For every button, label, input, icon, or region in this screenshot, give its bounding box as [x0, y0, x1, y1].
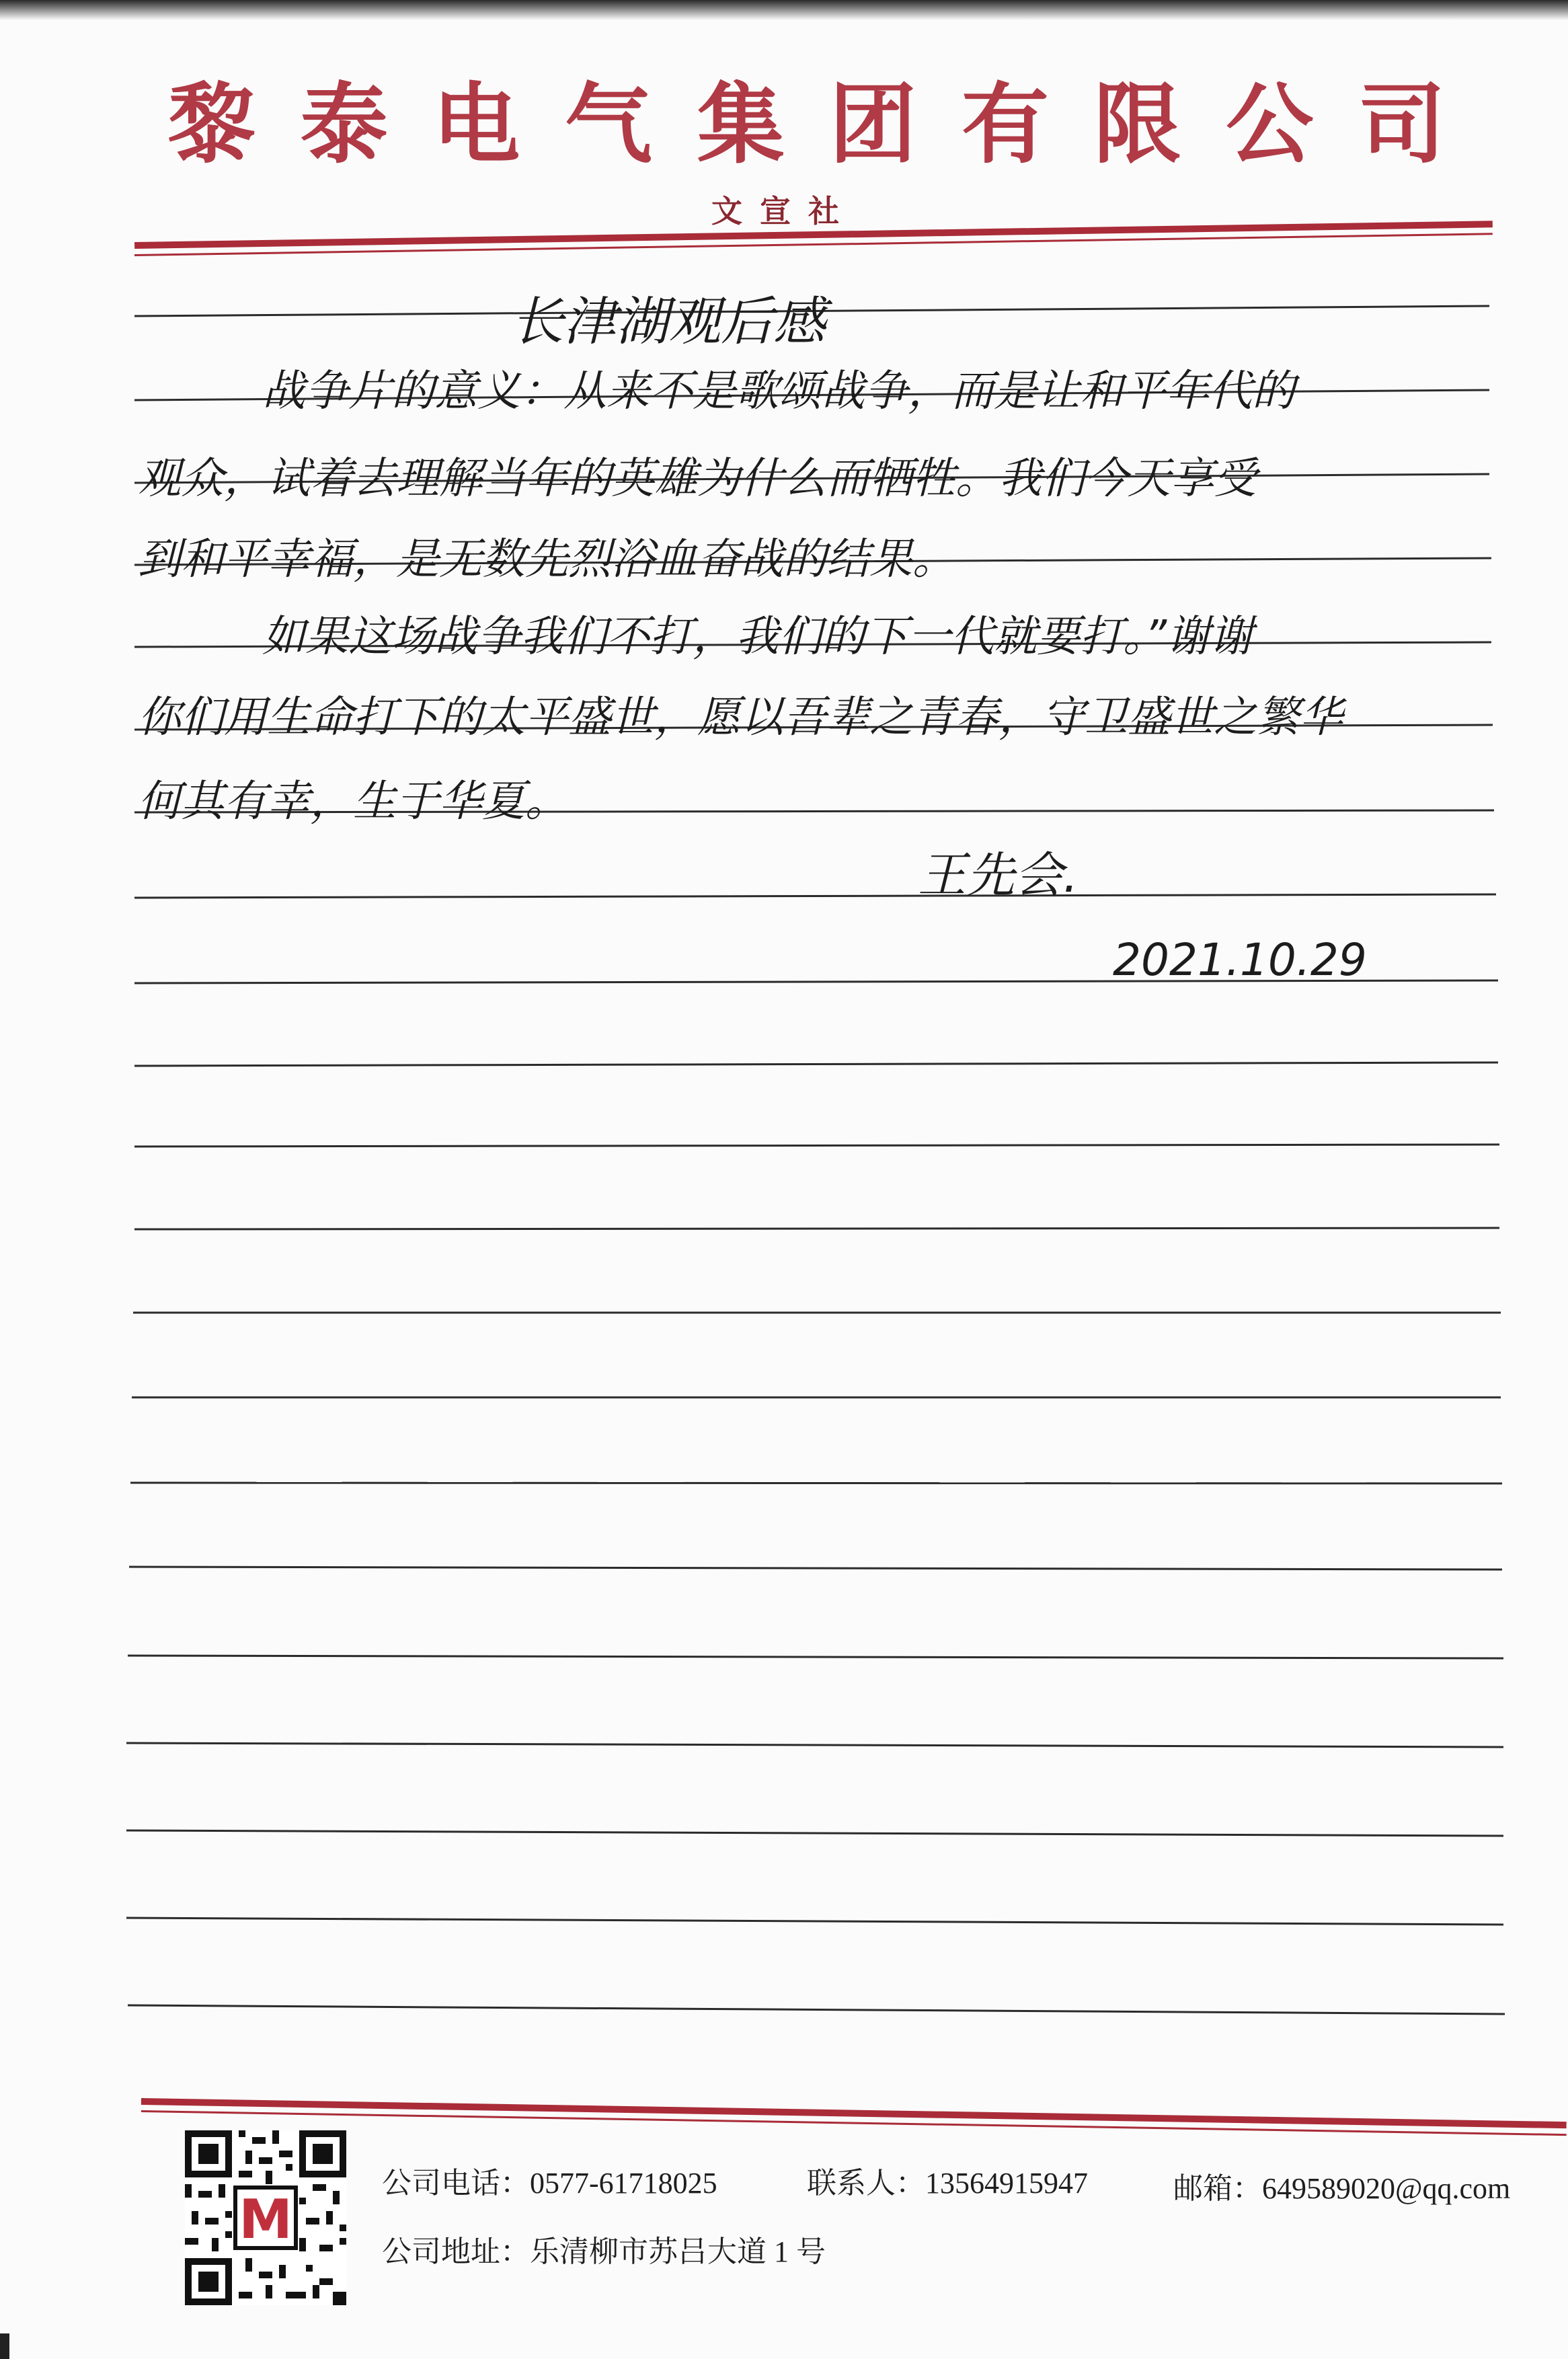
company-char: 电 — [432, 73, 520, 176]
qr-code-icon — [185, 2130, 346, 2305]
company-char: 泰 — [300, 73, 388, 176]
company-char: 集 — [697, 73, 785, 176]
company-email: 邮箱：649589020@qq.com — [1173, 2172, 1511, 2205]
company-char: 限 — [1093, 73, 1181, 176]
letter-line: 如果这场战争我们不打，我们的下一代就要打。”谢谢 — [262, 612, 1253, 662]
company-char: 司 — [1358, 73, 1446, 176]
company-char: 气 — [564, 73, 652, 176]
letter-title: 长津湖观后感 — [511, 292, 826, 352]
company-char: 公 — [1226, 73, 1314, 176]
qr-code — [185, 2130, 346, 2305]
scan-edge-mark — [0, 2333, 9, 2359]
letter-line: 到和平幸福，是无数先烈浴血奋战的结果。 — [138, 535, 955, 584]
qr-center-letter: M — [239, 2188, 292, 2251]
company-phone: 公司电话：0577-61718025 — [382, 2167, 717, 2200]
letter-line: 观众，试着去理解当年的英雄为什么而牺牲。我们今天享受 — [138, 454, 1257, 504]
department-name: 文宣社 — [711, 193, 857, 229]
company-char: 黎 — [168, 73, 256, 176]
signature: 王先会. — [918, 847, 1079, 903]
letter-date: 2021.10.29 — [1113, 934, 1367, 986]
company-char: 有 — [961, 73, 1049, 176]
company-address: 公司地址：乐清柳市苏吕大道 1 号 — [382, 2235, 826, 2268]
letter-line: 你们用生命打下的太平盛世，愿以吾辈之青春，守卫盛世之繁华 — [138, 693, 1343, 742]
letter-line: 何其有幸，生于华夏。 — [138, 777, 568, 826]
company-char: 团 — [829, 73, 917, 176]
letter-line: 战争片的意义：从来不是歌颂战争，而是让和平年代的 — [262, 366, 1295, 416]
contact-person: 联系人：13564915947 — [807, 2167, 1088, 2200]
